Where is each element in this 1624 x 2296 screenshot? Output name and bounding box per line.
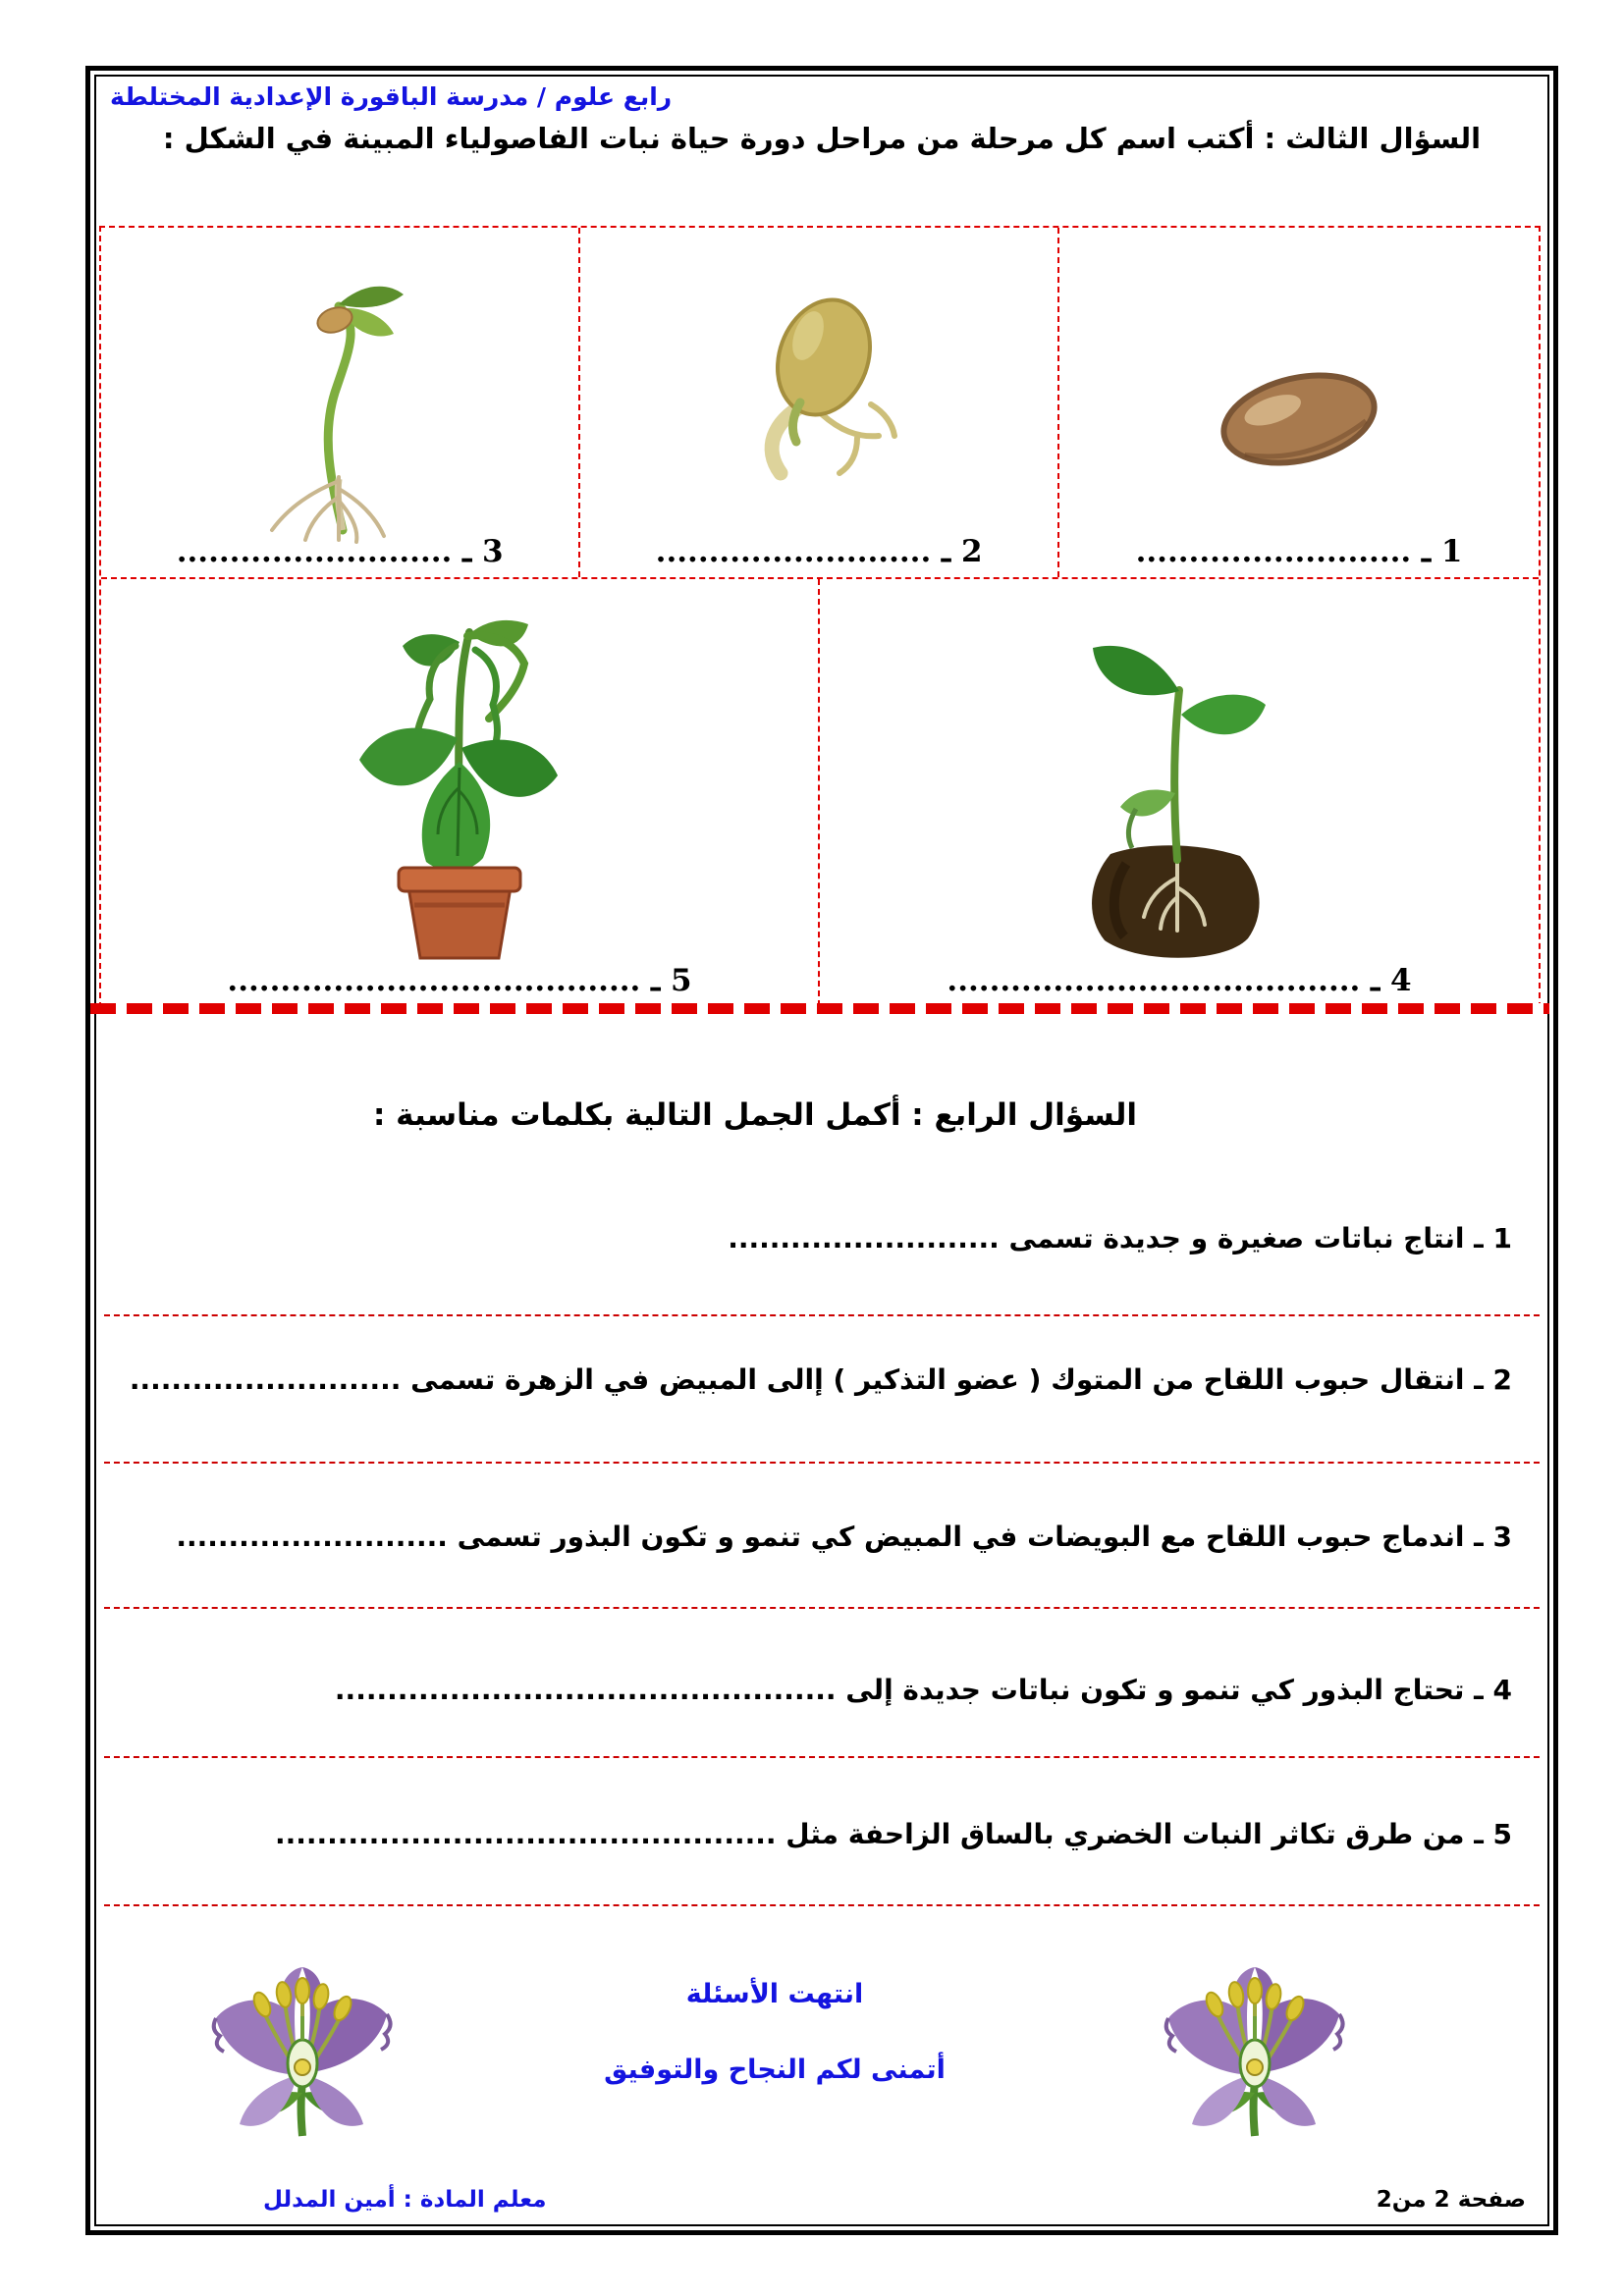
school-header: رابع علوم / مدرسة الباقورة الإعدادية المختلطة: [110, 82, 673, 111]
answer-line-5: [104, 1904, 1540, 1906]
stage-blank-1: 1 ـ ..........................: [1135, 534, 1463, 570]
life-cycle-grid: [99, 226, 1541, 1008]
fill-blank-sentence-1: 1 ـ انتاج نباتات صغيرة و جديدة تسمى ..........................: [728, 1222, 1512, 1255]
grid-top-row: [101, 228, 1539, 577]
fill-blank-sentence-3: 3 ـ اندماج حبوب اللقاح مع البويضات في المبيض كي تنمو و تكون البذور تسمى ..........................: [176, 1521, 1512, 1553]
closing-text: [49, 1979, 1500, 2085]
stage-cell-1: [1059, 228, 1539, 577]
fill-blank-sentence-5: 5 ـ من طرق تكاثر النبات الخضري بالساق الزاحفة مثل ................................................: [274, 1818, 1512, 1850]
grid-bottom-row: [101, 577, 1539, 1006]
answer-line-1: [104, 1314, 1540, 1316]
stage-cell-2: [580, 228, 1059, 577]
stage-blank-2: 2 ـ ..........................: [655, 534, 983, 570]
stage-cell-3: [101, 228, 580, 577]
potted-plant-image: [312, 581, 607, 966]
stage-cell-5: [101, 579, 820, 1006]
answer-line-4: [104, 1756, 1540, 1758]
answer-line-2: [104, 1462, 1540, 1464]
section-separator-line: [90, 1003, 1549, 1014]
question4-heading: السؤال الرابع : أكمل الجمل التالية بكلمات مناسبة :: [372, 1097, 1138, 1133]
questions-ended-text: انتهت الأسئلة: [685, 1979, 864, 2009]
fill-blank-sentence-2: 2 ـ انتقال حبوب اللقاح من المتوك ( عضو التذكير ) إالى المبيض في الزهرة تسمى ..........................: [129, 1363, 1512, 1396]
stage-blank-4: 4 ـ .......................................: [947, 963, 1412, 998]
good-luck-text: أتمنى لكم النجاح والتوفيق: [604, 2055, 946, 2085]
seedling-image: [217, 245, 462, 550]
stage-cell-4: [820, 579, 1539, 1006]
young-plant-image: [1042, 597, 1317, 970]
stage-blank-3: 3 ـ ..........................: [176, 534, 504, 570]
answer-line-3: [104, 1607, 1540, 1609]
germinating-seed-image: [706, 287, 932, 512]
page-number: صفحة 2 من2: [1376, 2187, 1526, 2213]
page-border-frame: [94, 75, 1549, 2226]
question3-heading: السؤال الثالث : أكتب اسم كل مرحلة من مراحل دورة حياة نبات الفاصولياء المبينة في الشكل :: [162, 122, 1482, 155]
bean-seed-image: [1191, 346, 1407, 493]
fill-blank-sentence-4: 4 ـ تحتاج البذور كي تنمو و تكون نباتات جديدة إلى ................................................: [334, 1674, 1512, 1706]
stage-blank-5: 5 ـ .......................................: [227, 963, 692, 998]
teacher-name: معلم المادة : أمين المدلل: [263, 2187, 547, 2213]
